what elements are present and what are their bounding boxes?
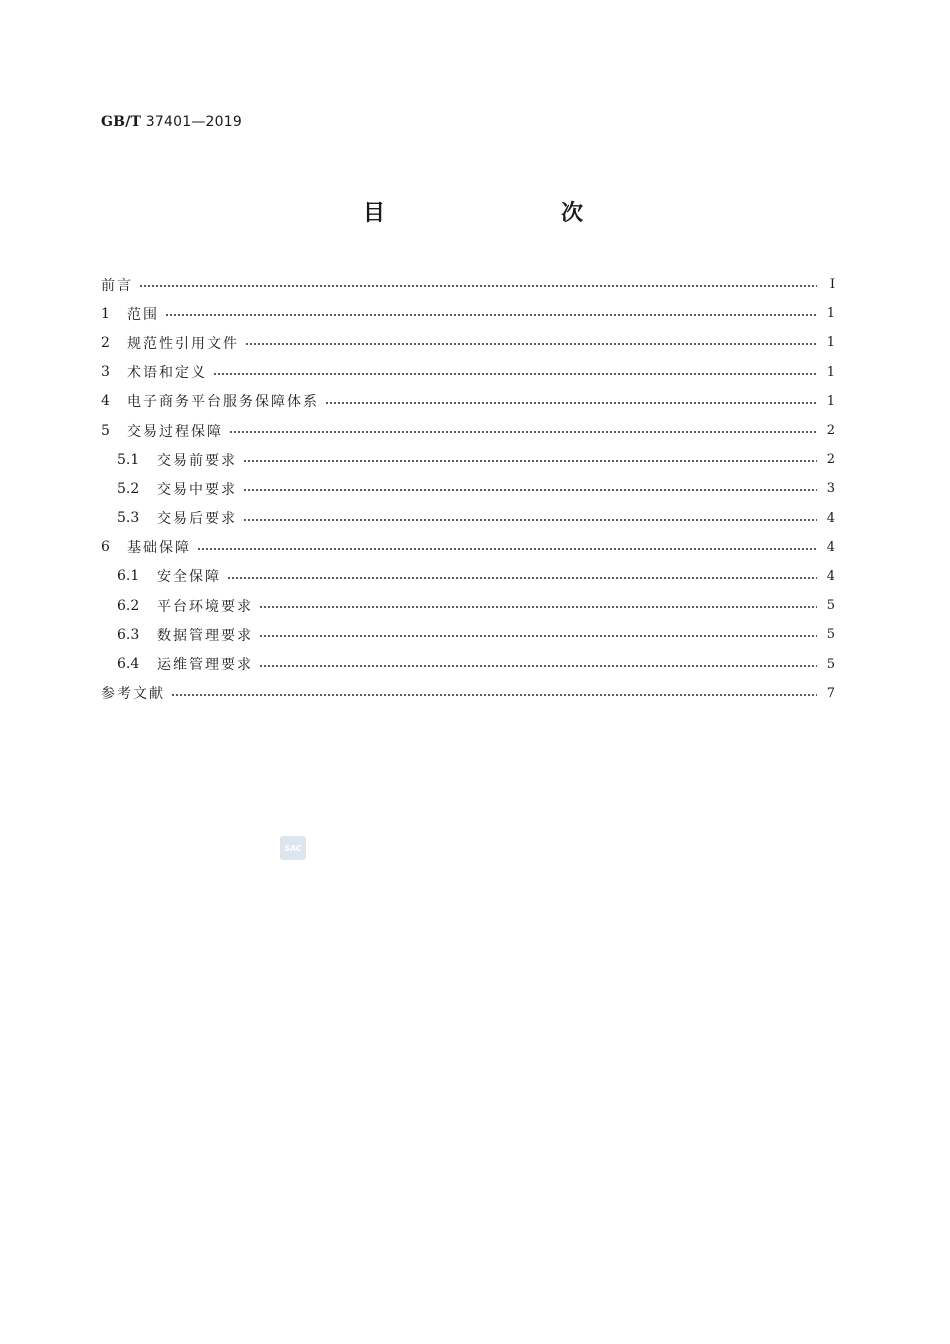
toc-entry[interactable] <box>101 649 835 678</box>
toc-entry-page: 1 <box>826 306 835 322</box>
toc-entry-number: 4 <box>101 393 110 410</box>
toc-entry[interactable] <box>101 474 835 503</box>
toc-leader-dots <box>227 577 817 579</box>
toc-entry-number: 1 <box>101 305 110 322</box>
standard-prefix: GB/T <box>101 114 142 130</box>
standard-code <box>101 114 242 130</box>
toc-entry-page: 5 <box>826 598 835 614</box>
toc-entry-label: 交易中要求 <box>157 481 237 498</box>
toc-entry-page: 1 <box>826 393 835 409</box>
toc-leader-dots <box>243 489 817 491</box>
toc-entry-label: 基础保障 <box>127 540 191 557</box>
toc-entry-number: 5.2 <box>117 480 140 497</box>
toc-entry-label: 交易过程保障 <box>127 423 223 440</box>
toc-leader-dots <box>243 460 817 462</box>
toc-entry-page: 1 <box>826 364 835 380</box>
toc-entry-label: 交易前要求 <box>157 452 237 469</box>
toc-entry-page: 3 <box>826 481 835 497</box>
toc-leader-dots <box>139 285 817 287</box>
toc-entry-page: 7 <box>826 685 835 701</box>
toc-entry-number: 3 <box>101 364 110 381</box>
toc-leader-dots <box>171 694 817 696</box>
toc-entry-number: 6.3 <box>117 626 140 643</box>
toc-entry[interactable] <box>101 299 835 328</box>
toc-entry-number: 6.2 <box>117 597 140 614</box>
toc-entry-page: 1 <box>826 335 835 351</box>
toc-entry[interactable] <box>101 533 835 562</box>
toc-leader-dots <box>259 665 817 667</box>
toc-leader-dots <box>197 548 817 550</box>
toc-entry-label: 数据管理要求 <box>157 627 253 644</box>
toc-entry[interactable] <box>101 328 835 357</box>
toc-entry[interactable] <box>101 387 835 416</box>
toc-entry-number: 6 <box>101 539 110 556</box>
toc-leader-dots <box>229 431 817 433</box>
page-title: 目 次 <box>362 201 627 226</box>
toc-entry-number: 2 <box>101 334 110 351</box>
toc-leader-dots <box>213 373 817 375</box>
toc-entry[interactable] <box>101 620 835 649</box>
toc-entry-label: 安全保障 <box>157 569 221 586</box>
toc-entry-label: 参考文献 <box>101 686 165 703</box>
toc-entry-page: 5 <box>826 656 835 672</box>
toc-entry-number: 6.1 <box>117 568 140 585</box>
toc-entry[interactable] <box>101 591 835 620</box>
toc-leader-dots <box>259 606 817 608</box>
toc-entry-label: 平台环境要求 <box>157 598 253 615</box>
toc-entry-number: 5.1 <box>117 451 140 468</box>
toc-entry-page: 4 <box>826 510 835 526</box>
toc-entry[interactable] <box>101 504 835 533</box>
toc-leader-dots <box>243 519 817 521</box>
toc-entry-page: 2 <box>826 423 835 439</box>
toc-entry-number: 6.4 <box>117 656 140 673</box>
toc-entry-page: 5 <box>826 627 835 643</box>
toc-leader-dots <box>259 635 817 637</box>
toc-entry[interactable] <box>101 562 835 591</box>
toc-entry-label: 范围 <box>127 306 159 323</box>
toc-leader-dots <box>325 402 817 404</box>
toc-entry-label: 交易后要求 <box>157 511 237 528</box>
toc-entry[interactable] <box>101 358 835 387</box>
toc-leader-dots <box>245 343 817 345</box>
toc-entry-label: 规范性引用文件 <box>127 335 239 352</box>
toc-entry-page: 4 <box>826 568 835 584</box>
toc-entry[interactable] <box>101 445 835 474</box>
toc-entry-page: 4 <box>826 539 835 555</box>
toc-entry-page: Ⅰ <box>829 277 835 293</box>
toc-entry-number: 5 <box>101 422 110 439</box>
toc-entry-label: 术语和定义 <box>127 365 207 382</box>
toc-entry[interactable] <box>101 270 835 299</box>
toc-entry-label: 电子商务平台服务保障体系 <box>127 394 319 411</box>
toc-entry[interactable] <box>101 679 835 708</box>
toc-entry-number: 5.3 <box>117 510 140 527</box>
table-of-contents <box>101 270 835 708</box>
toc-leader-dots <box>165 314 817 316</box>
sac-watermark-logo: SAC <box>280 836 306 860</box>
toc-entry-label: 运维管理要求 <box>157 657 253 674</box>
toc-entry-page: 2 <box>826 452 835 468</box>
toc-entry[interactable] <box>101 416 835 445</box>
toc-entry-label: 前言 <box>101 277 133 294</box>
standard-number: 37401—2019 <box>145 114 242 130</box>
